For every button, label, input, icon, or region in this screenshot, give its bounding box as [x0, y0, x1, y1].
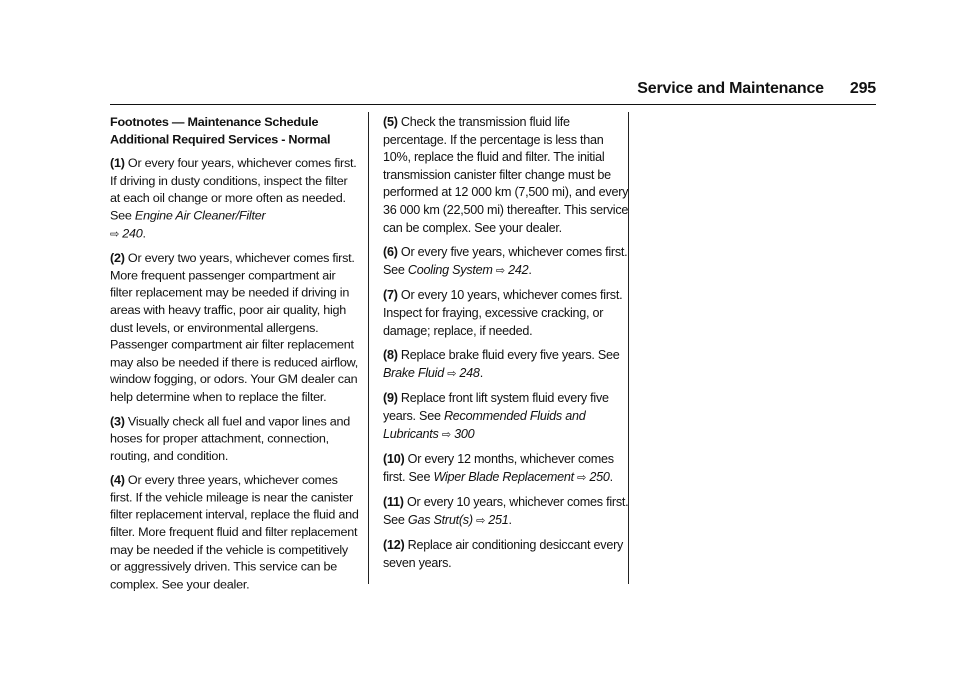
footnote-number: (6): [383, 245, 398, 260]
right-column: [383, 114, 633, 580]
footnote-number: (9): [383, 391, 398, 406]
column-divider-left: [368, 112, 369, 584]
footnote-11: (11) Or every 10 years, whichever comes first. See Gas Strut(s) ⇨ 251.: [383, 495, 629, 527]
heading-line-2: Additional Required Services - Normal: [110, 132, 331, 147]
footnote-5: [383, 114, 633, 237]
page-ref-arrow-icon: ⇨: [441, 428, 451, 441]
page-header: [110, 80, 876, 98]
footnote-number: (10): [383, 452, 405, 467]
footnote-text: Replace air conditioning desiccant every seven years.: [383, 538, 624, 571]
page-reference[interactable]: 240: [122, 225, 143, 240]
footnote-2: [110, 250, 360, 406]
footnote-12: [383, 537, 633, 572]
footnote-number: (12): [383, 538, 405, 553]
page-ref-arrow-icon: ⇨: [447, 367, 457, 380]
footnote-7: [383, 287, 633, 340]
footnote-text: Or every five years, whichever comes first. See: [383, 245, 628, 277]
footnote-8: (8) Replace brake fluid every five years. See Brake Fluid ⇨ 248.: [383, 348, 620, 380]
footnote-number: (8): [383, 348, 398, 363]
footnote-text: Or every three years, whichever comes first. If the vehicle mileage is near the canister filter replacement interval, replace the fluid and filter. More frequent fluid and filter replacement may be needed if the vehicle is competitively or aggressively driven. This service can be complex. See your dealer.: [110, 473, 359, 592]
page-ref-arrow-icon: ⇨: [110, 227, 119, 240]
footnote-text: Replace brake fluid every five years. See: [400, 348, 620, 363]
left-column: [110, 114, 360, 601]
footnote-number: (5): [383, 115, 398, 129]
footnote-number: (2): [110, 251, 125, 266]
footnote-number: (3): [110, 414, 125, 429]
page-reference[interactable]: 250: [589, 469, 610, 484]
page-reference[interactable]: 242: [508, 262, 529, 277]
page-number: 295: [849, 80, 876, 97]
page-ref-arrow-icon: ⇨: [577, 471, 587, 484]
footnote-number: (4): [110, 473, 125, 487]
footnote-text: Check the transmission fluid life percentage. If the percentage is less than 10%, replace the fluid and filter. The initial transmission canister filter change must be performed at 12 000 km (7,500 mi), and every 36 000 km (22,500 mi) thereafter. This service can be complex. See your dealer.: [383, 115, 629, 235]
cross-reference-link[interactable]: Brake Fluid: [383, 365, 444, 380]
footnote-9: [383, 390, 633, 444]
cross-reference-link[interactable]: Gas Strut(s): [407, 512, 473, 527]
footnote-text: Or every two years, whichever comes first. More frequent passenger compartment air filter replacement may be needed if driving in areas with heavy traffic, poor air quality, high dust levels, or environmental allergens. Passenger compartment air filter replacement may also be needed if there is reduced airflow, window fogging, or odors. Your GM dealer can help determine when to replace the filter.: [110, 251, 358, 404]
footnote-number: (11): [383, 495, 404, 510]
footnote-number: (1): [110, 156, 125, 171]
footnote-number: (7): [383, 288, 398, 303]
footnote-3: [110, 413, 360, 465]
footnote-1: (1) Or every four years, whichever comes first. If driving in dusty conditions, inspect the filter at each oil change or more often as needed. See Engine Air Cleaner/Filter ⇨ 240.: [110, 156, 357, 240]
cross-reference-link[interactable]: Wiper Blade Replacement: [433, 469, 574, 484]
footnote-10: (10) Or every 12 months, whichever comes first. See Wiper Blade Replacement ⇨ 250.: [383, 452, 614, 484]
page-reference[interactable]: 248: [459, 365, 480, 380]
page-ref-arrow-icon: ⇨: [495, 264, 505, 277]
footnote-text: Or every 10 years, whichever comes first. See: [383, 495, 629, 527]
footnote-text: Visually check all fuel and vapor lines and hoses for proper attachment, connection, routing, and condition.: [110, 414, 351, 463]
footnote-6: (6) Or every five years, whichever comes first. See Cooling System ⇨ 242.: [383, 245, 628, 277]
footnote-4: [110, 472, 360, 593]
footnotes-heading: [110, 114, 360, 149]
header-rule: [110, 104, 876, 105]
heading-line-1: Footnotes — Maintenance Schedule: [110, 114, 319, 129]
footnote-text: Or every four years, whichever comes first. If driving in dusty conditions, inspect the filter at each oil change or more often as needed. See: [110, 156, 357, 223]
cross-reference-link[interactable]: Engine Air Cleaner/Filter: [134, 208, 266, 223]
footnote-text: Or every 12 months, whichever comes first. See: [383, 452, 614, 484]
footnote-text: Replace front lift system fluid every five years. See: [383, 391, 609, 423]
page-reference[interactable]: 300: [454, 426, 475, 441]
page-reference[interactable]: 251: [488, 512, 509, 527]
section-title: Service and Maintenance: [637, 80, 824, 97]
cross-reference-link[interactable]: Recommended Fluids and Lubricants: [383, 408, 586, 441]
footnote-text: Or every 10 years, whichever comes first. Inspect for fraying, excessive cracking, or damage; replace, if needed.: [383, 288, 623, 338]
page-ref-arrow-icon: ⇨: [476, 514, 486, 527]
cross-reference-link[interactable]: Cooling System: [407, 262, 493, 277]
